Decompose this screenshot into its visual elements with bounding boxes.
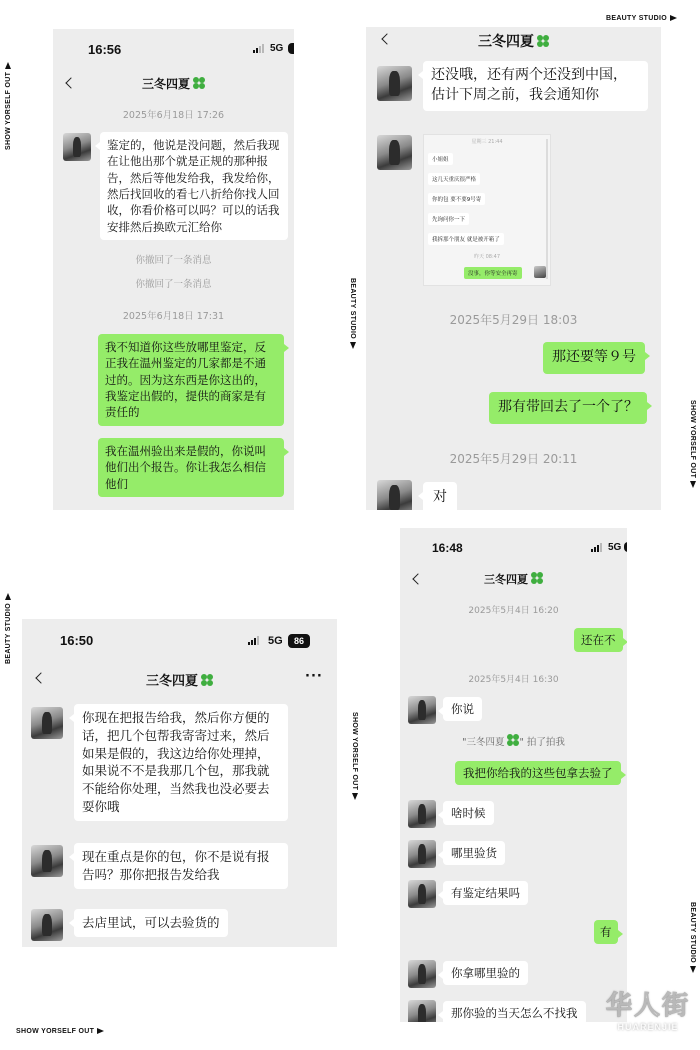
timestamp: 2025年5月4日 16:30 xyxy=(468,675,559,685)
timestamp: 2025年5月29日 18:03 xyxy=(449,313,578,327)
chat-title: 三冬四夏 xyxy=(400,571,627,587)
edge-label-left-bottom: BEAUTY STUDIO xyxy=(5,593,12,664)
contact-avatar[interactable] xyxy=(63,133,91,161)
message-bubble-incoming[interactable]: 哪里验货 xyxy=(443,841,505,865)
embedded-avatar xyxy=(534,266,546,278)
edge-label-right-mid: SHOW YORSELF OUT xyxy=(689,400,696,488)
contact-avatar[interactable] xyxy=(31,707,63,739)
timestamp: 2025年6月18日 17:31 xyxy=(122,311,225,322)
chat-title: 三冬四夏 xyxy=(22,670,337,689)
pat-notice: "三冬四夏 " 拍了拍我 xyxy=(400,734,627,748)
message-bubble-outgoing[interactable]: 还在不 xyxy=(574,628,623,652)
chat-header xyxy=(366,27,661,57)
message-bubble-outgoing[interactable]: 那还要等９号 xyxy=(543,342,645,374)
message-bubble-outgoing[interactable]: 我不知道你这些放哪里鉴定，反正我在温州鉴定的几家都是不通过的。因为这东西是你这出的，我鉴定出假的，提供的商家是有责任的 xyxy=(98,334,284,426)
arrow-icon xyxy=(5,593,11,600)
contact-avatar[interactable] xyxy=(408,840,436,868)
message-bubble-incoming[interactable]: 你说 xyxy=(443,697,482,721)
contact-avatar[interactable] xyxy=(408,800,436,828)
message-bubble-outgoing[interactable]: 我在温州验出来是假的，你说叫他们出个报告。你让我怎么相信他们 xyxy=(98,438,284,497)
arrow-icon xyxy=(352,793,358,800)
battery-icon xyxy=(288,43,294,54)
status-time: 16:50 xyxy=(60,633,94,648)
message-bubble-incoming[interactable]: 那你验的当天怎么不找我 xyxy=(443,1001,586,1022)
message-bubble-incoming[interactable]: 还没哦，还有两个还没到中国，估计下周之前，我会通知你 xyxy=(423,61,648,111)
message-bubble-incoming[interactable]: 有鉴定结果吗 xyxy=(443,881,528,905)
status-time: 16:48 xyxy=(432,541,463,555)
more-icon[interactable]: ··· xyxy=(305,669,323,684)
edge-label-center-top: BEAUTY STUDIO xyxy=(349,278,356,349)
network-label: 5G xyxy=(270,43,284,54)
chat-header xyxy=(22,664,337,694)
chat-screenshot-4 xyxy=(400,528,627,1022)
contact-avatar[interactable] xyxy=(377,480,412,510)
battery-icon xyxy=(624,542,627,552)
arrow-icon xyxy=(97,1028,104,1034)
edge-label-left-top: SHOW YORSELF OUT xyxy=(5,62,12,150)
embedded-message: 你的包 要不要9号寄 xyxy=(428,193,485,205)
embedded-message: 这几天重庆很严格 xyxy=(428,173,480,185)
recall-notice: 你撤回了一条消息 xyxy=(135,279,212,290)
contact-avatar[interactable] xyxy=(377,135,412,170)
signal-icon xyxy=(248,636,259,645)
signal-icon xyxy=(253,44,264,53)
contact-avatar[interactable] xyxy=(377,66,412,101)
embedded-message: 我拆那个朋友 就是被开箱了 xyxy=(428,233,504,245)
contact-avatar[interactable] xyxy=(408,696,436,724)
network-label: 5G xyxy=(608,542,622,553)
arrow-icon xyxy=(690,966,696,973)
watermark-logo xyxy=(606,985,690,1032)
chat-title: 三冬四夏 xyxy=(366,31,661,51)
clover-icon xyxy=(537,35,549,47)
image-message-screenshot[interactable] xyxy=(423,134,551,286)
chat-header xyxy=(53,69,294,99)
edge-label-center-bottom: SHOW YORSELF OUT xyxy=(351,712,358,800)
embedded-message-outgoing: 没事，你等安全再寄 xyxy=(464,267,522,279)
arrow-icon xyxy=(5,62,11,69)
message-bubble-incoming[interactable]: 啥时候 xyxy=(443,801,494,825)
message-bubble-incoming[interactable]: 你现在把报告给我，然后你方便的话，把几个包帮我寄寄过来，然后如果是假的，我这边给你处理掉，如果说不不是我那几个包，那我就不能给你处理，当然我也没必要去耍你哦 xyxy=(74,704,288,821)
status-bar xyxy=(400,528,627,560)
chat-header xyxy=(400,566,627,596)
arrow-icon xyxy=(690,481,696,488)
status-bar xyxy=(53,29,294,61)
network-label: 5G xyxy=(268,635,283,647)
clover-icon xyxy=(201,674,213,686)
recall-notice: 你撤回了一条消息 xyxy=(135,255,212,266)
contact-avatar[interactable] xyxy=(408,960,436,988)
contact-avatar[interactable] xyxy=(31,845,63,877)
message-bubble-outgoing[interactable]: 有 xyxy=(594,920,618,944)
timestamp: 2025年5月4日 16:20 xyxy=(468,606,559,616)
embedded-message: 小姐姐 xyxy=(428,153,453,165)
message-bubble-incoming[interactable]: 去店里试，可以去验货的 xyxy=(74,909,228,937)
status-time: 16:56 xyxy=(88,42,122,57)
embedded-timestamp: 星期三 21:44 xyxy=(471,139,503,145)
watermark-text: 华人街 xyxy=(605,991,690,1021)
edge-label-top-right: BEAUTY STUDIO xyxy=(606,15,677,22)
chat-screenshot-3 xyxy=(22,619,337,947)
status-bar xyxy=(22,619,337,651)
edge-label-bottom-left: SHOW YORSELF OUT xyxy=(16,1028,104,1035)
embedded-scrollbar xyxy=(546,139,548,279)
message-bubble-outgoing[interactable]: 我把你给我的这些包拿去验了 xyxy=(455,761,621,785)
signal-icon xyxy=(591,543,602,552)
message-bubble-incoming[interactable]: 对 xyxy=(423,482,457,510)
watermark-text-latin: HUARENJIE xyxy=(617,1022,679,1032)
message-bubble-outgoing[interactable]: 那有带回去了一个了？ xyxy=(489,392,647,424)
clover-icon xyxy=(531,572,543,584)
contact-avatar[interactable] xyxy=(31,909,63,941)
embedded-message: 先询问你一下 xyxy=(428,213,469,225)
contact-avatar[interactable] xyxy=(408,1000,436,1022)
timestamp: 2025年6月18日 17:26 xyxy=(122,110,225,121)
message-bubble-incoming[interactable]: 鉴定的，他说是没问题，然后我现在让他出那个就是正规的那种报告，然后等他发给我，我发给你，然后找回收的看七八折给你找人回收，你看价格可以吗？可以的话我安排然后换欧元汇给你 xyxy=(100,132,288,240)
chat-title: 三冬四夏 xyxy=(53,75,294,92)
message-bubble-incoming[interactable]: 现在重点是你的包，你不是说有报告吗？那你把报告发给我 xyxy=(74,843,288,889)
arrow-icon xyxy=(670,15,677,21)
chat-screenshot-2 xyxy=(366,27,661,510)
clover-icon xyxy=(193,77,205,89)
message-bubble-incoming[interactable]: 你拿哪里验的 xyxy=(443,961,528,985)
clover-icon xyxy=(507,734,519,746)
arrow-icon xyxy=(350,342,356,349)
timestamp: 2025年5月29日 20:11 xyxy=(449,452,578,466)
contact-avatar[interactable] xyxy=(408,880,436,908)
embedded-timestamp: 昨天 08:47 xyxy=(474,254,500,260)
chat-screenshot-1 xyxy=(53,29,294,510)
battery-icon: 86 xyxy=(288,634,310,648)
edge-label-right-bottom: BEAUTY STUDIO xyxy=(689,902,696,973)
